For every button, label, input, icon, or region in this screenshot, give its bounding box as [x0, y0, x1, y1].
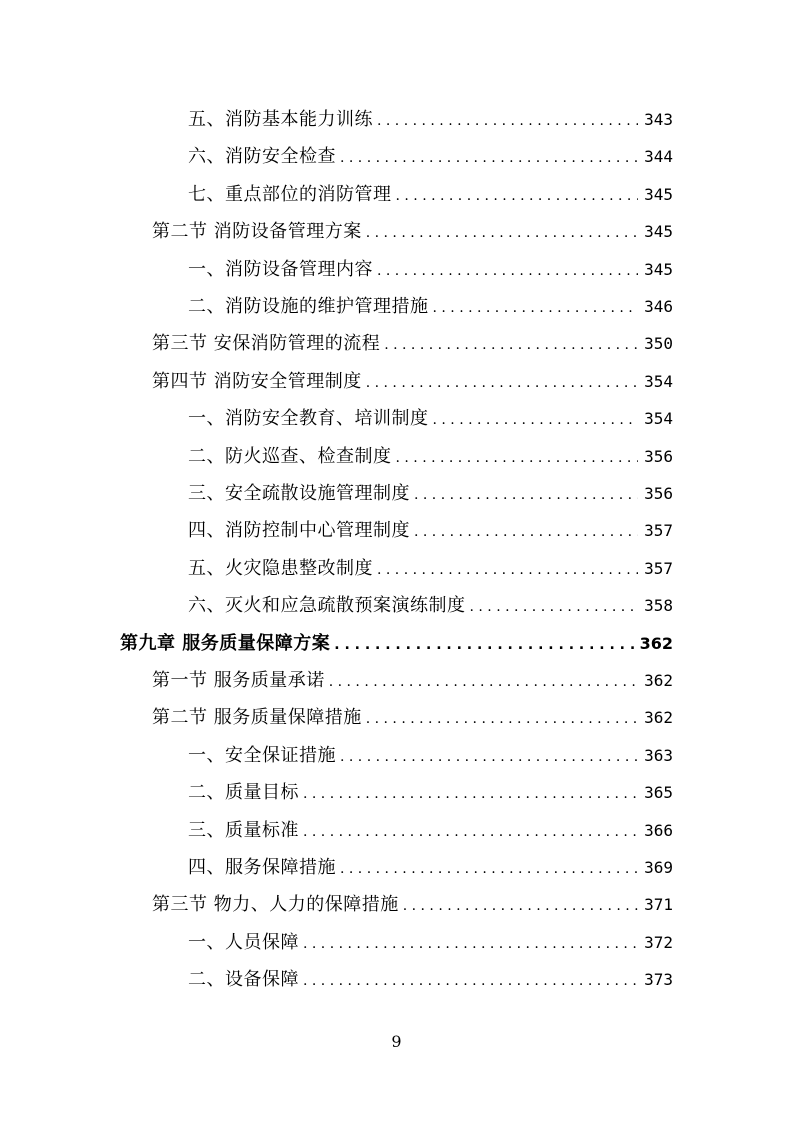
- toc-dot-leader: [377, 253, 638, 290]
- toc-dot-leader: [303, 776, 638, 813]
- toc-entry-title: 二、质量目标: [188, 782, 299, 804]
- toc-entry-page: 354: [644, 409, 673, 429]
- toc-entry-page: 357: [644, 558, 673, 578]
- toc-entry-page: 362: [639, 633, 673, 653]
- toc-dot-leader: [366, 365, 638, 402]
- toc-entry-item[interactable]: [188, 101, 673, 138]
- toc-entry-item[interactable]: [188, 587, 673, 624]
- toc-dot-leader: [303, 963, 638, 1000]
- toc-entry-item[interactable]: [188, 251, 673, 288]
- toc-dot-leader: [334, 627, 633, 664]
- toc-dot-leader: [303, 926, 638, 963]
- toc-entry-title: 四、消防控制中心管理制度: [188, 520, 410, 542]
- toc-dot-leader: [414, 514, 638, 551]
- toc-dot-leader: [366, 701, 638, 738]
- toc-entry-page: 365: [644, 783, 673, 803]
- toc-entry-section[interactable]: [152, 699, 673, 736]
- toc-entry-item[interactable]: [188, 176, 673, 213]
- toc-entry-title: 第三节 物力、人力的保障措施: [152, 894, 399, 916]
- toc-entry-page: 344: [644, 147, 673, 167]
- toc-entry-section[interactable]: [152, 213, 673, 250]
- toc-entry-page: 371: [644, 895, 673, 915]
- toc-entry-title: 四、服务保障措施: [188, 857, 336, 878]
- toc-entry-page: 346: [644, 297, 673, 316]
- toc-entry-title: 第二节 服务质量保障措施: [152, 707, 362, 729]
- toc-dot-leader: [403, 888, 638, 925]
- toc-dot-leader: [377, 103, 638, 140]
- toc-entry-page: 362: [644, 671, 673, 690]
- toc-entry-section[interactable]: [152, 886, 673, 923]
- toc-entry-title: 第二节 消防设备管理方案: [152, 221, 362, 243]
- toc-entry-page: 369: [644, 858, 673, 877]
- toc-entry-page: 372: [644, 932, 673, 952]
- toc-dot-leader: [340, 739, 638, 776]
- toc-entry-item[interactable]: [188, 737, 673, 774]
- toc-entry-page: 354: [644, 371, 673, 391]
- toc-dot-leader: [470, 589, 639, 626]
- toc-entry-title: 第九章 服务质量保障方案: [120, 632, 331, 654]
- toc-entry-page: 356: [644, 446, 673, 466]
- toc-entry-title: 五、火灾隐患整改制度: [188, 557, 373, 579]
- toc-entry-item[interactable]: [188, 961, 673, 998]
- toc-entry-item[interactable]: [188, 400, 673, 437]
- toc-entry-title: 三、质量标准: [188, 819, 299, 841]
- toc-entry-title: 第一节 服务质量承诺: [152, 670, 325, 691]
- toc-entry-title: 五、消防基本能力训练: [188, 109, 373, 130]
- toc-entry-page: 373: [644, 970, 673, 990]
- toc-entry-item[interactable]: [188, 849, 673, 886]
- toc-entry-title: 七、重点部位的消防管理: [188, 183, 392, 205]
- toc-dot-leader: [396, 178, 639, 215]
- toc-entry-title: 一、消防设备管理内容: [188, 258, 373, 280]
- toc-entry-page: 363: [644, 745, 673, 765]
- toc-entry-page: 343: [644, 110, 673, 129]
- toc-entry-section[interactable]: [152, 325, 673, 362]
- toc-entry-page: 345: [644, 222, 673, 242]
- toc-dot-leader: [384, 327, 638, 364]
- toc-dot-leader: [340, 140, 638, 177]
- toc-entry-title: 一、人员保障: [188, 931, 299, 953]
- toc-entry-item[interactable]: [188, 812, 673, 849]
- toc-entry-title: 一、安全保证措施: [188, 744, 336, 766]
- toc-dot-leader: [366, 215, 638, 252]
- toc-entry-item[interactable]: [188, 512, 673, 549]
- toc-entry-page: 366: [644, 820, 673, 840]
- toc-entry-item[interactable]: [188, 774, 673, 811]
- toc-entry-item[interactable]: [188, 550, 673, 587]
- toc-entry-item[interactable]: [188, 475, 673, 512]
- toc-dot-leader: [377, 552, 638, 589]
- toc-entry-item[interactable]: [188, 924, 673, 961]
- toc-entry-page: 345: [644, 259, 673, 279]
- toc-entry-page: 357: [644, 521, 673, 541]
- toc-entry-title: 二、设备保障: [188, 969, 299, 991]
- toc-entry-title: 一、消防安全教育、培训制度: [188, 408, 429, 430]
- toc-entry-title: 二、防火巡查、检查制度: [188, 445, 392, 467]
- toc-entry-title: 六、灭火和应急疏散预案演练制度: [188, 595, 466, 617]
- toc-dot-leader: [433, 290, 639, 327]
- toc-entry-page: 345: [644, 184, 673, 204]
- toc-entry-page: 362: [644, 708, 673, 728]
- toc-entry-chapter[interactable]: [120, 625, 673, 662]
- toc-dot-leader: [329, 664, 638, 701]
- toc-entry-title: 第三节 安保消防管理的流程: [152, 333, 381, 355]
- toc-entry-page: 350: [644, 334, 673, 354]
- toc-entry-title: 第四节 消防安全管理制度: [152, 370, 362, 392]
- toc-dot-leader: [303, 814, 638, 851]
- toc-dot-leader: [340, 851, 638, 888]
- toc-entry-title: 六、消防安全检查: [188, 146, 336, 168]
- toc-entry-item[interactable]: [188, 438, 673, 475]
- toc-entry-page: 358: [644, 596, 673, 616]
- toc-entry-section[interactable]: [152, 662, 673, 699]
- toc-entry-item[interactable]: [188, 138, 673, 175]
- toc-entry-title: 三、安全疏散设施管理制度: [188, 483, 410, 504]
- toc-entry-page: 356: [644, 484, 673, 503]
- toc-entry-section[interactable]: [152, 363, 673, 400]
- toc-dot-leader: [414, 477, 638, 514]
- toc-entry-item[interactable]: [188, 288, 673, 325]
- toc-entry-title: 二、消防设施的维护管理措施: [188, 296, 429, 317]
- toc-dot-leader: [396, 440, 639, 477]
- page-number: 9: [391, 1032, 402, 1051]
- toc-dot-leader: [433, 402, 639, 439]
